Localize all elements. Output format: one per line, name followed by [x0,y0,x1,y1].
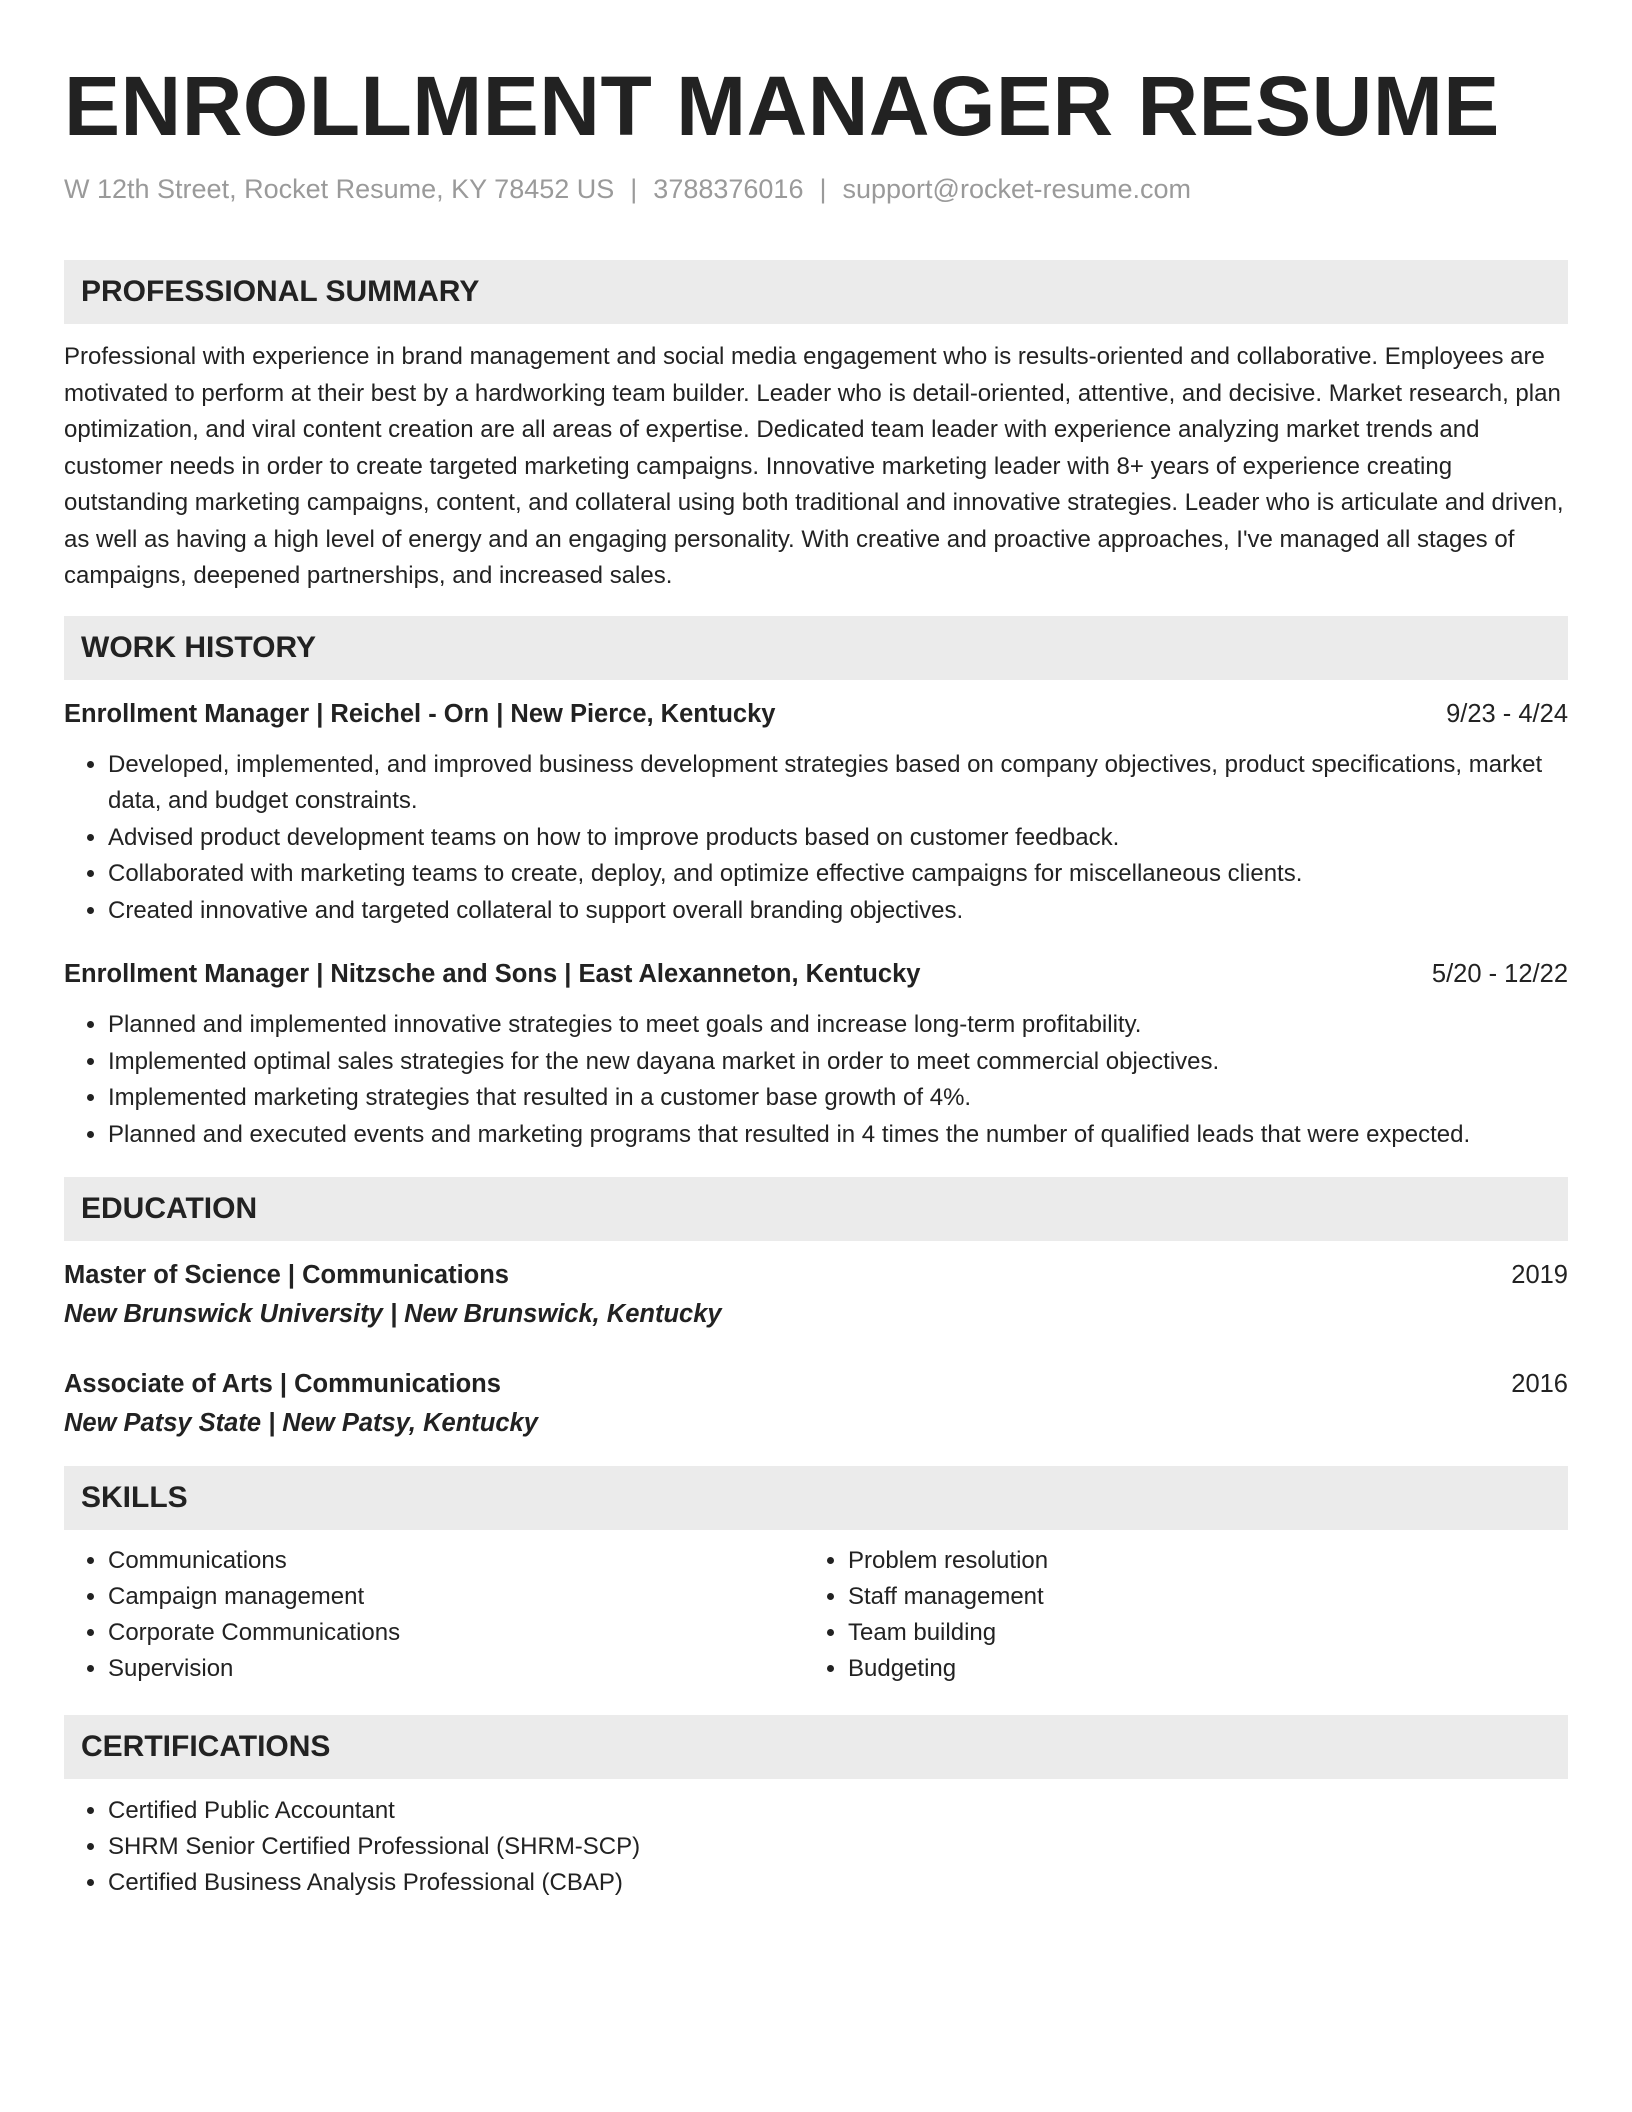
contact-separator: | [819,174,827,204]
skill-item: • Communications [108,1543,804,1579]
degree-line: Master of Science | Communications [64,1261,509,1289]
job-header [64,957,1568,991]
graduation-year: 2019 [1511,1261,1568,1289]
job-bullet-list [64,1007,1568,1153]
skills-list-left [64,1543,804,1687]
graduation-year: 2016 [1511,1370,1568,1398]
job-bullet-list [64,747,1568,930]
skill-item: • Corporate Communications [108,1615,804,1651]
education-header [64,1367,1568,1401]
contact-separator: | [630,174,638,204]
job-dates: 5/20 - 12/22 [1431,960,1568,988]
skill-item: • Team building [848,1615,1544,1651]
resume-title: ENROLLMENT MANAGER RESUME [64,59,1500,153]
contact-email: support@rocket-resume.com [842,174,1192,204]
skill-item: • Supervision [108,1651,804,1687]
job-header [64,697,1568,731]
certifications-section-heading: CERTIFICATIONS [64,1715,1568,1779]
skill-item: • Staff management [848,1579,1544,1615]
summary-text: Professional with experience in brand management and social media engagement who is results-oriented and collaborative. Employees are motivated to perform at their best by a hardworking team builder. Leader who is detail-oriented, attentive, and decisive. Market research, plan optimization, and viral content creation are all areas of expertise. Dedicated team leader with experience analyzing market trends and customer needs in order to create targeted marketing campaigns. Innovative marketing leader with 8+ years of experience creating outstanding marketing campaigns, content, and collateral using both traditional and innovative strategies. Leader who is articulate and driven, as well as having a high level of energy and an engaging personality. With creative and proactive approaches, I've managed all stages of campaigns, deepened partnerships, and increased sales. [64,343,1564,589]
job-bullet: • Created innovative and targeted collateral to support overall branding objectives. [108,893,1568,930]
skills-list-right [804,1543,1544,1687]
contact-address: W 12th Street, Rocket Resume, KY 78452 US [64,174,615,204]
job-title-line: Enrollment Manager | Nitzsche and Sons | East Alexanneton, Kentucky [64,960,921,988]
education-section-heading: EDUCATION [64,1177,1568,1241]
work-history-section-heading: WORK HISTORY [64,616,1568,680]
school-line: New Brunswick University | New Brunswick, Kentucky [64,1300,722,1328]
summary-section-heading: PROFESSIONAL SUMMARY [64,260,1568,324]
contact-phone: 3788376016 [653,174,804,204]
certification-item: • Certified Public Accountant [108,1793,1568,1829]
job-dates: 9/23 - 4/24 [1446,699,1568,728]
contact-line [64,172,1568,206]
job-bullet: • Advised product development teams on how to improve products based on customer feedback. [108,820,1568,857]
skills-columns [64,1543,1568,1687]
job-bullet: • Collaborated with marketing teams to create, deploy, and optimize effective campaigns for miscellaneous clients. [108,856,1568,893]
job-bullet: • Developed, implemented, and improved business development strategies based on company objectives, product specifications, market data, and budget constraints. [108,747,1568,820]
skill-item: • Campaign management [108,1579,804,1615]
job-bullet: • Implemented marketing strategies that resulted in a customer base growth of 4%. [108,1080,1568,1117]
certifications-list [64,1793,1568,1901]
skills-section-heading: SKILLS [64,1466,1568,1530]
education-header [64,1258,1568,1292]
job-bullet: • Planned and implemented innovative strategies to meet goals and increase long-term profitability. [108,1007,1568,1044]
certification-item: • Certified Business Analysis Professional (CBAP) [108,1865,1568,1901]
skill-item: • Budgeting [848,1651,1544,1687]
school-line: New Patsy State | New Patsy, Kentucky [64,1409,538,1437]
degree-line: Associate of Arts | Communications [64,1370,501,1398]
job-title-line: Enrollment Manager | Reichel - Orn | New Pierce, Kentucky [64,699,776,728]
skill-item: • Problem resolution [848,1543,1544,1579]
job-bullet: • Implemented optimal sales strategies for the new dayana market in order to meet commercial objectives. [108,1044,1568,1081]
job-bullet: • Planned and executed events and marketing programs that resulted in 4 times the number of qualified leads that were expected. [108,1117,1568,1154]
certification-item: • SHRM Senior Certified Professional (SHRM-SCP) [108,1829,1568,1865]
